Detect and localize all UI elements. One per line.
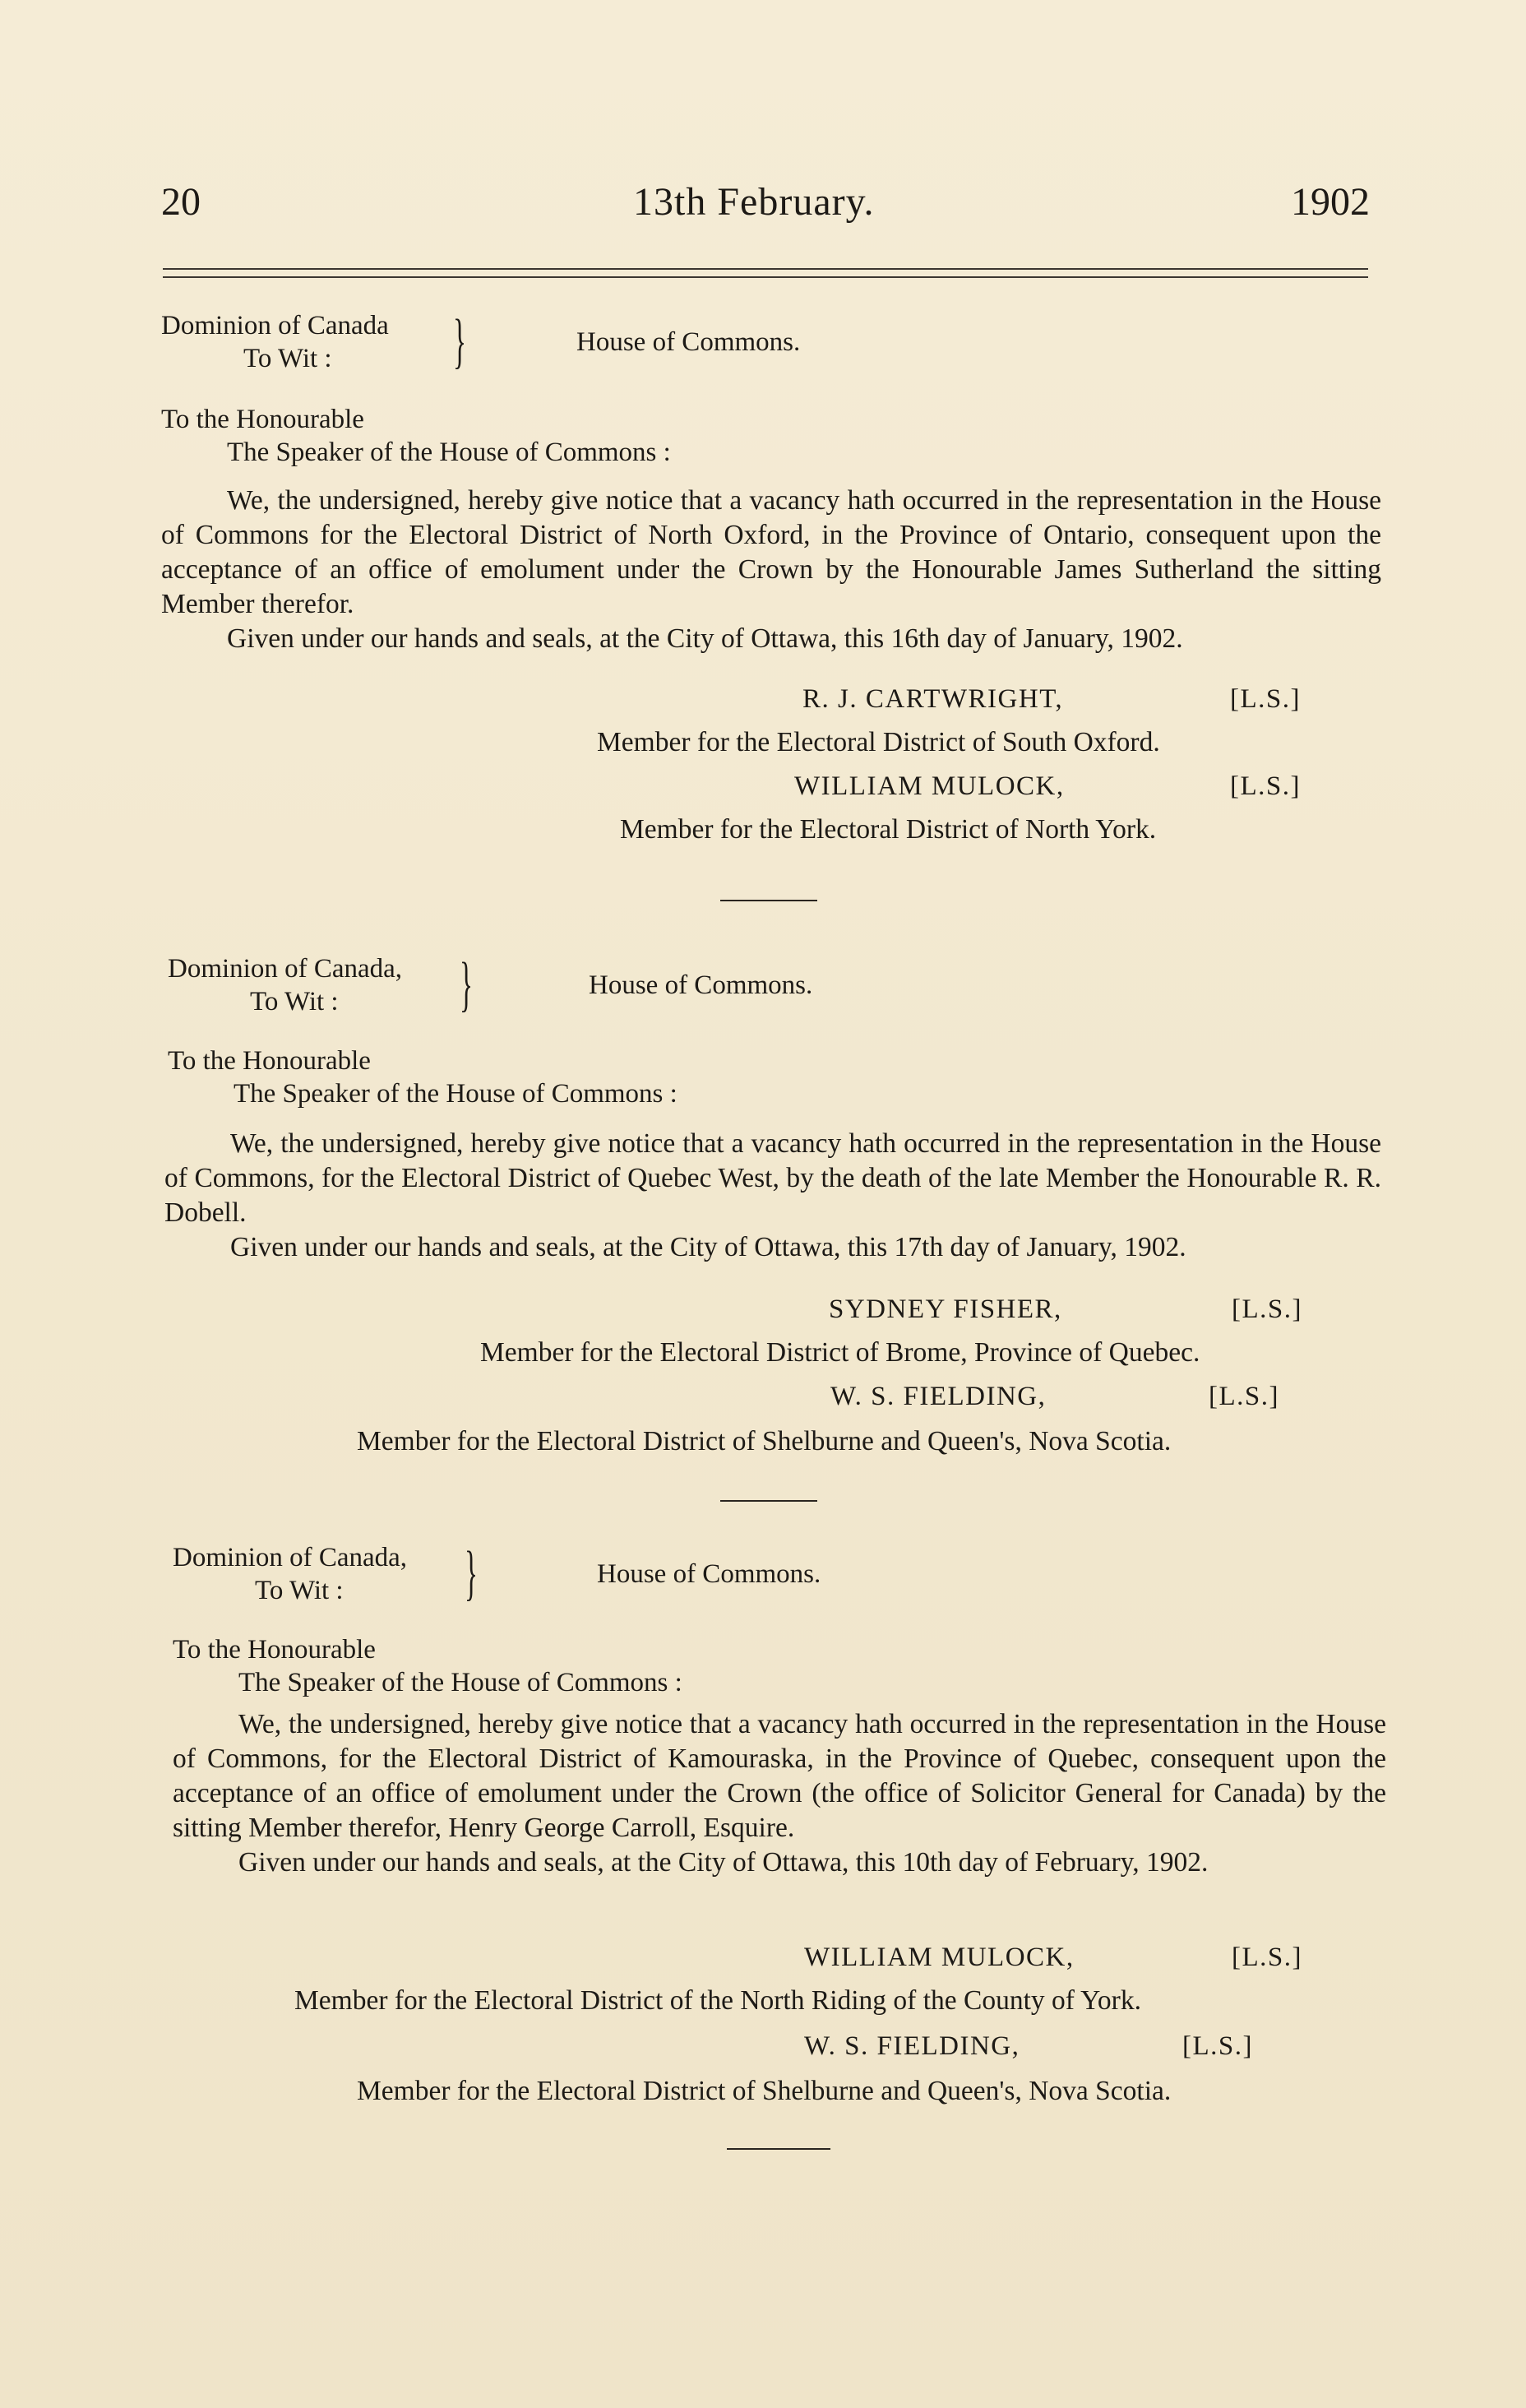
addressee bbox=[173, 1633, 682, 1699]
header-rule-top bbox=[163, 268, 1368, 270]
caption-to-wit: To Wit : bbox=[250, 987, 339, 1016]
signatory-name-text: WILLIAM MULOCK, bbox=[794, 771, 1065, 801]
brace-icon: } bbox=[460, 951, 473, 1018]
given-paragraph: Given under our hands and seals, at the City of Ottawa, this 16th day of January, 1902. bbox=[227, 623, 1183, 654]
notice-body bbox=[164, 1127, 1381, 1265]
signatory-description: Member for the Electoral District of Shelburne and Queen's, Nova Scotia. bbox=[357, 1426, 1172, 1456]
signatory-description: Member for the Electoral District of the North Riding of the County of York. bbox=[294, 1985, 1141, 2016]
signatory-description: Member for the Electoral District of North York. bbox=[620, 814, 1157, 845]
section-separator bbox=[720, 900, 817, 901]
notice-paragraph: We, the undersigned, hereby give notice that a vacancy hath occurred in the representation in the House of Commons, for the Electoral District of Kamouraska, in the Province of Quebec, consequent upon the acceptance of an office of emolument under the Crown (the office of Solicitor General for Canada) by the sitting Member therefor, Henry George Carroll, Esquire. bbox=[173, 1709, 1386, 1843]
addressee-line-2: The Speaker of the House of Commons : bbox=[227, 438, 671, 467]
signatory-name-text: R. J. CARTWRIGHT, bbox=[802, 684, 1064, 714]
caption-to-wit: To Wit : bbox=[255, 1576, 344, 1605]
jurisdiction-caption bbox=[173, 1540, 821, 1617]
addressee bbox=[161, 403, 671, 469]
running-year: 1902 bbox=[1291, 180, 1370, 224]
addressee-line-1: To the Honourable bbox=[168, 1046, 371, 1076]
signatory-description: Member for the Electoral District of South Oxford. bbox=[597, 727, 1160, 757]
signatory-name bbox=[802, 684, 1301, 715]
seal-mark: [L.S.] bbox=[1232, 1943, 1302, 1972]
addressee-line-2: The Speaker of the House of Commons : bbox=[238, 1668, 682, 1697]
seal-mark: [L.S.] bbox=[1182, 2031, 1253, 2061]
signatory-description: Member for the Electoral District of Brome, Province of Quebec. bbox=[480, 1337, 1200, 1368]
seal-mark: [L.S.] bbox=[1209, 1382, 1279, 1411]
seal-mark: [L.S.] bbox=[1230, 771, 1301, 801]
notice-paragraph: We, the undersigned, hereby give notice that a vacancy hath occurred in the representation in the House of Commons for the Electoral District of North Oxford, in the Province of Ontario, consequent upon the acceptance of an office of emolument under the Crown by the Honourable James Sutherland the sitting Member therefor. bbox=[161, 485, 1381, 619]
signatory-name bbox=[829, 1294, 1302, 1325]
addressee-line-1: To the Honourable bbox=[161, 405, 364, 434]
house-label: House of Commons. bbox=[589, 970, 813, 1000]
notice-body bbox=[173, 1707, 1386, 1880]
jurisdiction-caption bbox=[168, 951, 813, 1028]
signatory-name bbox=[830, 1382, 1279, 1412]
caption-dominion: Dominion of Canada bbox=[161, 311, 389, 340]
signatory-name-text: W. S. FIELDING, bbox=[804, 2031, 1020, 2061]
caption-dominion: Dominion of Canada, bbox=[168, 954, 403, 984]
house-label: House of Commons. bbox=[576, 327, 801, 357]
section-separator bbox=[727, 2148, 830, 2150]
given-paragraph: Given under our hands and seals, at the City of Ottawa, this 10th day of February, 1902. bbox=[238, 1847, 1209, 1878]
signatory-description: Member for the Electoral District of Shelburne and Queen's, Nova Scotia. bbox=[357, 2076, 1172, 2106]
caption-dominion: Dominion of Canada, bbox=[173, 1543, 408, 1572]
addressee bbox=[168, 1044, 677, 1110]
addressee-line-2: The Speaker of the House of Commons : bbox=[234, 1079, 677, 1109]
house-label: House of Commons. bbox=[597, 1559, 821, 1589]
seal-mark: [L.S.] bbox=[1230, 684, 1301, 714]
running-header bbox=[0, 179, 1526, 229]
signatory-name bbox=[804, 2031, 1253, 2062]
notice-body bbox=[161, 484, 1381, 656]
signatory-name bbox=[794, 771, 1301, 802]
signatory-name bbox=[804, 1943, 1302, 1973]
caption-to-wit: To Wit : bbox=[243, 344, 332, 373]
section-separator bbox=[720, 1500, 817, 1502]
jurisdiction-caption bbox=[161, 308, 801, 385]
signatory-name-text: W. S. FIELDING, bbox=[830, 1382, 1047, 1411]
signatory-name-text: SYDNEY FISHER, bbox=[829, 1294, 1062, 1324]
page-number: 20 bbox=[161, 180, 201, 224]
brace-icon: } bbox=[453, 308, 466, 375]
seal-mark: [L.S.] bbox=[1232, 1294, 1302, 1324]
signatory-name-text: WILLIAM MULOCK, bbox=[804, 1943, 1075, 1972]
notice-paragraph: We, the undersigned, hereby give notice that a vacancy hath occurred in the representation in the House of Commons, for the Electoral District of Quebec West, by the death of the late Member the Honourable R. R. Dobell. bbox=[164, 1128, 1381, 1228]
brace-icon: } bbox=[465, 1540, 478, 1607]
header-rule-bottom bbox=[163, 276, 1368, 278]
given-paragraph: Given under our hands and seals, at the City of Ottawa, this 17th day of January, 1902. bbox=[230, 1232, 1186, 1262]
running-date: 13th February. bbox=[633, 180, 875, 224]
addressee-line-1: To the Honourable bbox=[173, 1635, 376, 1665]
